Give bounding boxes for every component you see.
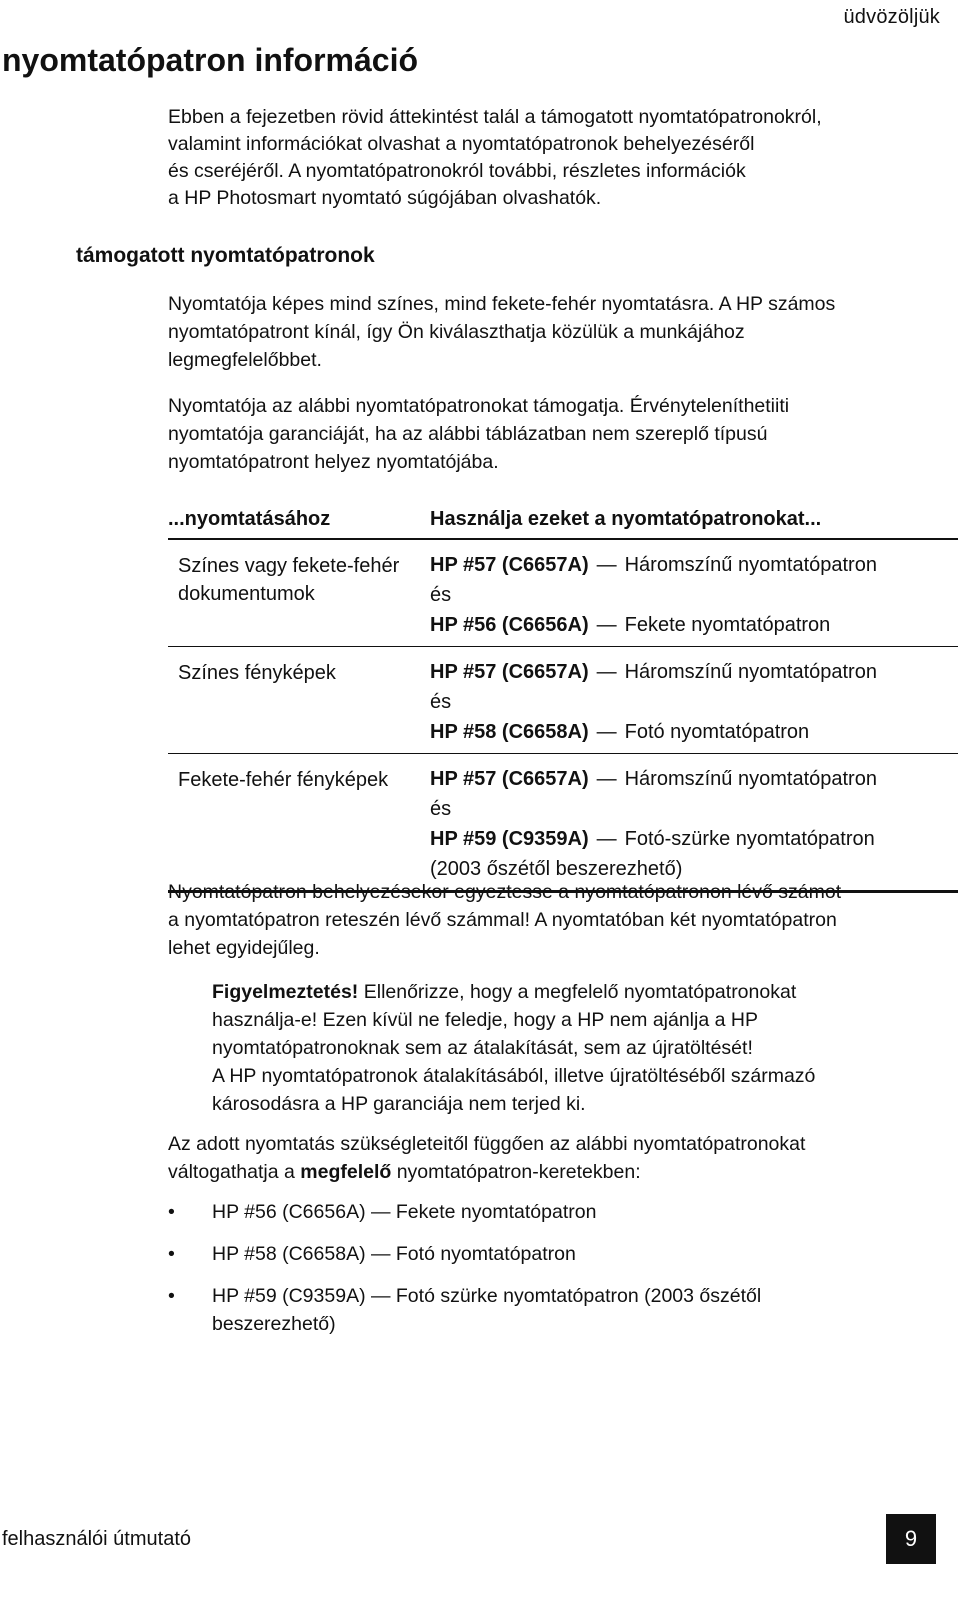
cartridge-code: HP #56 (C6656A) [430, 614, 589, 636]
page-number-badge: 9 [886, 1514, 936, 1564]
availability-note: (2003 őszétől beszerezhető) [430, 858, 683, 880]
paragraph-line: nyomtatópatront kínál, így Ön kiválaszthatja közülük a munkájához [168, 321, 745, 343]
paragraph-line: a nyomtatópatron reteszén lévő számmal! A nyomtatóban két nyomtatópatron [168, 909, 837, 931]
warning-text: használja-e! Ezen kívül ne feledje, hogy a HP nem ajánlja a HP [212, 1009, 758, 1031]
and-text: és [430, 798, 452, 820]
table-row [168, 754, 958, 893]
insertion-paragraph [168, 878, 943, 962]
cartridge-code: HP #58 (C6658A) [430, 721, 589, 743]
em-dash: — [596, 661, 617, 683]
paragraph-text: váltogathatja a [168, 1161, 301, 1183]
list-item-text: beszerezhető) [212, 1313, 336, 1335]
cartridge-list [168, 1198, 888, 1352]
cartridge-desc: Fekete nyomtatópatron [624, 614, 831, 636]
cartridge-cell [418, 762, 877, 884]
support-paragraph [168, 290, 943, 374]
warning-label: Figyelmeztetés! [212, 981, 359, 1003]
footer-label: felhasználói útmutató [2, 1528, 192, 1550]
intro-line: Ebben a fejezetben rövid áttekintést talál a támogatott nyomtatópatronokról, [168, 106, 822, 128]
cartridge-desc: Háromszínű nyomtatópatron [624, 768, 877, 790]
paragraph-line: Nyomtatója képes mind színes, mind fekete-fehér nyomtatásra. A HP számos [168, 293, 836, 315]
intro-line: valamint információkat olvashat a nyomtatópatronok behelyezéséről [168, 133, 755, 155]
header-cartridges: Használja ezeket a nyomtatópatronokat... [430, 507, 822, 530]
header-use: ...nyomtatásához [168, 507, 331, 530]
section-label: üdvözöljük [843, 6, 940, 28]
use-text: Fekete-fehér fényképek [178, 769, 389, 791]
cartridge-cell [418, 655, 877, 747]
cartridge-desc: Fotó-szürke nyomtatópatron [624, 828, 875, 850]
use-text: Színes fényképek [178, 662, 336, 684]
warning-text: Ellenőrizze, hogy a megfelelő nyomtatópatronokat [358, 981, 797, 1003]
paragraph-line: Nyomtatója az alábbi nyomtatópatronokat támogatja. Érvényteleníthetiiti [168, 395, 790, 417]
cartridge-code: HP #59 (C9359A) [430, 828, 589, 850]
cartridge-desc: Háromszínű nyomtatópatron [624, 661, 877, 683]
cartridge-table [168, 500, 958, 893]
section-title: támogatott nyomtatópatronok [76, 244, 375, 267]
cartridge-desc: Fotó nyomtatópatron [624, 721, 810, 743]
paragraph-line: lehet egyidejűleg. [168, 937, 320, 959]
intro-line: és cseréjéről. A nyomtatópatronokról további, részletes információk [168, 160, 746, 182]
warning-text: károsodásra a HP garanciája nem terjed ki. [212, 1093, 586, 1115]
bullet-icon: • [168, 1285, 175, 1307]
list-item [168, 1198, 888, 1226]
paragraph-text: nyomtatópatron-keretekben: [391, 1161, 641, 1183]
use-cell [168, 548, 418, 640]
use-text: Színes vagy fekete-fehér [178, 555, 400, 577]
use-cell [168, 655, 418, 747]
paragraph-line: Az adott nyomtatás szükségleteitől függően az alábbi nyomtatópatronokat [168, 1133, 806, 1155]
em-dash: — [596, 721, 617, 743]
table-row [168, 540, 958, 647]
use-text: dokumentumok [178, 583, 315, 605]
emphasis-text: megfelelő [300, 1161, 392, 1183]
table-row [168, 647, 958, 754]
warning-text: A HP nyomtatópatronok átalakításából, illetve újratöltéséből származó [212, 1065, 816, 1087]
warning-text: nyomtatópatronoknak sem az átalakítását, sem az újratöltését! [212, 1037, 753, 1059]
paragraph-line: legmegfelelőbbet. [168, 349, 322, 371]
table-header [168, 500, 958, 540]
intro-paragraph [168, 104, 908, 212]
paragraph-line: Nyomtatópatron behelyezésekor egyeztesse a nyomtatópatronon lévő számot [168, 881, 842, 903]
cartridge-code: HP #57 (C6657A) [430, 661, 589, 683]
use-cell [168, 762, 418, 884]
warranty-paragraph [168, 392, 943, 476]
and-text: és [430, 691, 452, 713]
list-item [168, 1282, 888, 1338]
em-dash: — [596, 828, 617, 850]
bullet-icon: • [168, 1201, 175, 1223]
page-title: nyomtatópatron információ [2, 42, 419, 78]
cartridge-cell [418, 548, 877, 640]
warning-note [212, 978, 932, 1118]
list-item-text: HP #59 (C9359A) — Fotó szürke nyomtatópatron (2003 őszétől [212, 1285, 762, 1307]
em-dash: — [596, 614, 617, 636]
cartridge-desc: Háromszínű nyomtatópatron [624, 554, 877, 576]
cartridge-code: HP #57 (C6657A) [430, 768, 589, 790]
intro-line: a HP Photosmart nyomtató súgójában olvashatók. [168, 187, 602, 209]
em-dash: — [596, 768, 617, 790]
list-item-text: HP #56 (C6656A) — Fekete nyomtatópatron [212, 1201, 597, 1223]
swap-paragraph [168, 1130, 943, 1186]
list-item-text: HP #58 (C6658A) — Fotó nyomtatópatron [212, 1243, 576, 1265]
em-dash: — [596, 554, 617, 576]
cartridge-code: HP #57 (C6657A) [430, 554, 589, 576]
list-item [168, 1240, 888, 1268]
paragraph-line: nyomtatópatront helyez nyomtatójába. [168, 451, 499, 473]
bullet-icon: • [168, 1243, 175, 1265]
paragraph-line: nyomtatója garanciáját, ha az alábbi táblázatban nem szereplő típusú [168, 423, 768, 445]
and-text: és [430, 584, 452, 606]
